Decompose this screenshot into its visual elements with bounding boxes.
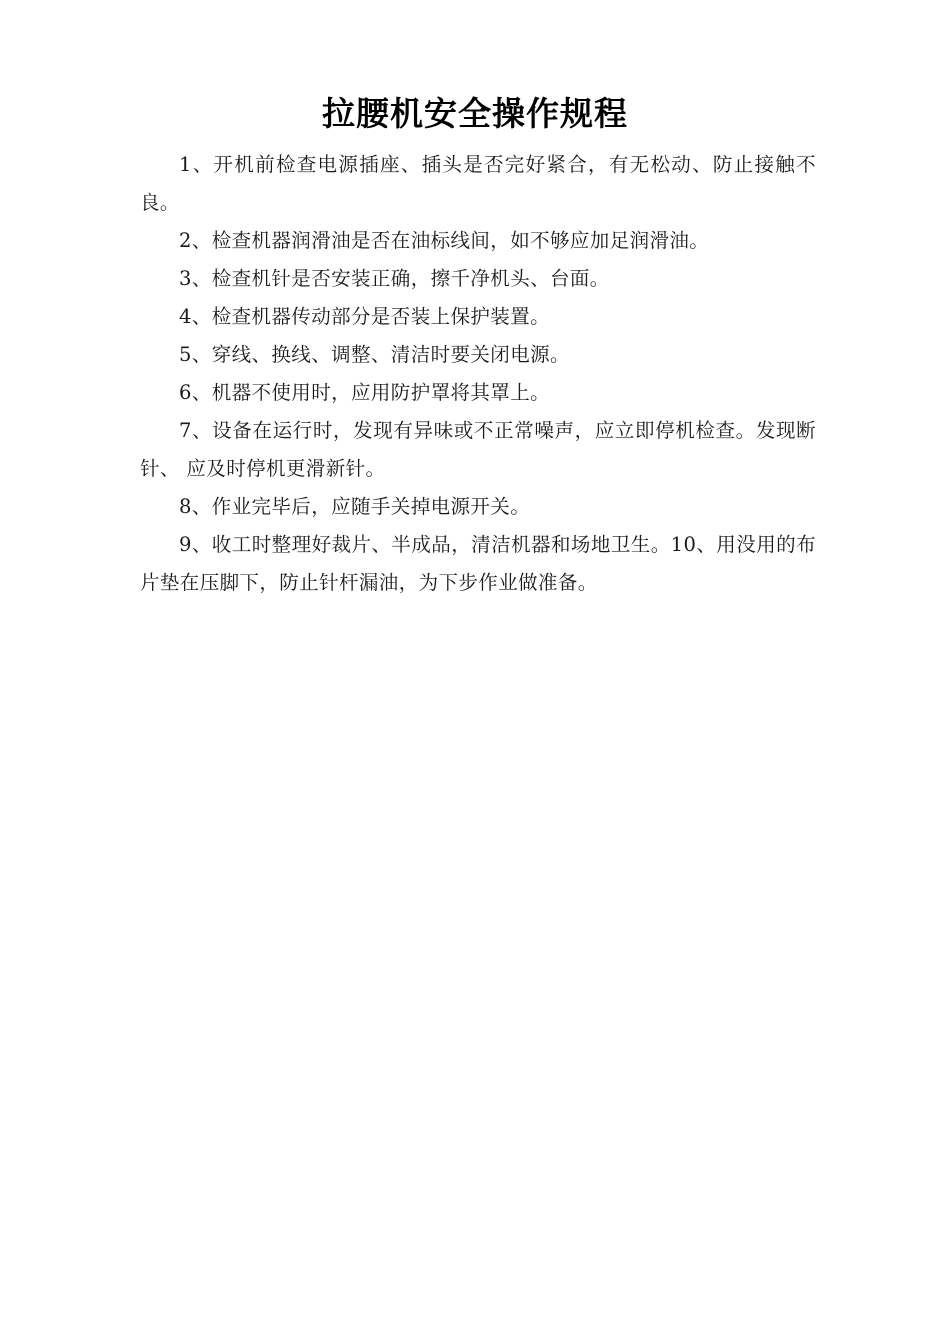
rule-item-4: 4、检查机器传动部分是否装上保护装置。 [179, 305, 551, 328]
rule-item-7: 7、设备在运行时，发现有异味或不正常噪声，应立即停机检查。发现断针、 应及时停机更滑新针。 [140, 419, 816, 480]
rule-item-6: 6、机器不使用时，应用防护罩将其罩上。 [179, 381, 551, 404]
rule-item-5: 5、穿线、换线、调整、清洁时要关闭电源。 [179, 343, 570, 366]
rule-item-8: 8、作业完毕后，应随手关掉电源开关。 [179, 495, 531, 518]
rule-item-3: 3、检查机针是否安装正确，擦千净机头、台面。 [179, 267, 610, 290]
document-body [140, 146, 816, 602]
rule-item-1: 1、开机前检查电源插座、插头是否完好紧合，有无松动、防止接触不良。 [140, 153, 816, 214]
rule-item-2: 2、检查机器润滑油是否在油标线间，如不够应加足润滑油。 [179, 229, 710, 252]
rule-item-9: 9、收工时整理好裁片、半成品，清洁机器和场地卫生。10、用没用的布片垫在压脚下，防止针杆漏油，为下步作业做准备。 [140, 533, 816, 594]
document-title: 拉腰机安全操作规程 [322, 94, 628, 133]
